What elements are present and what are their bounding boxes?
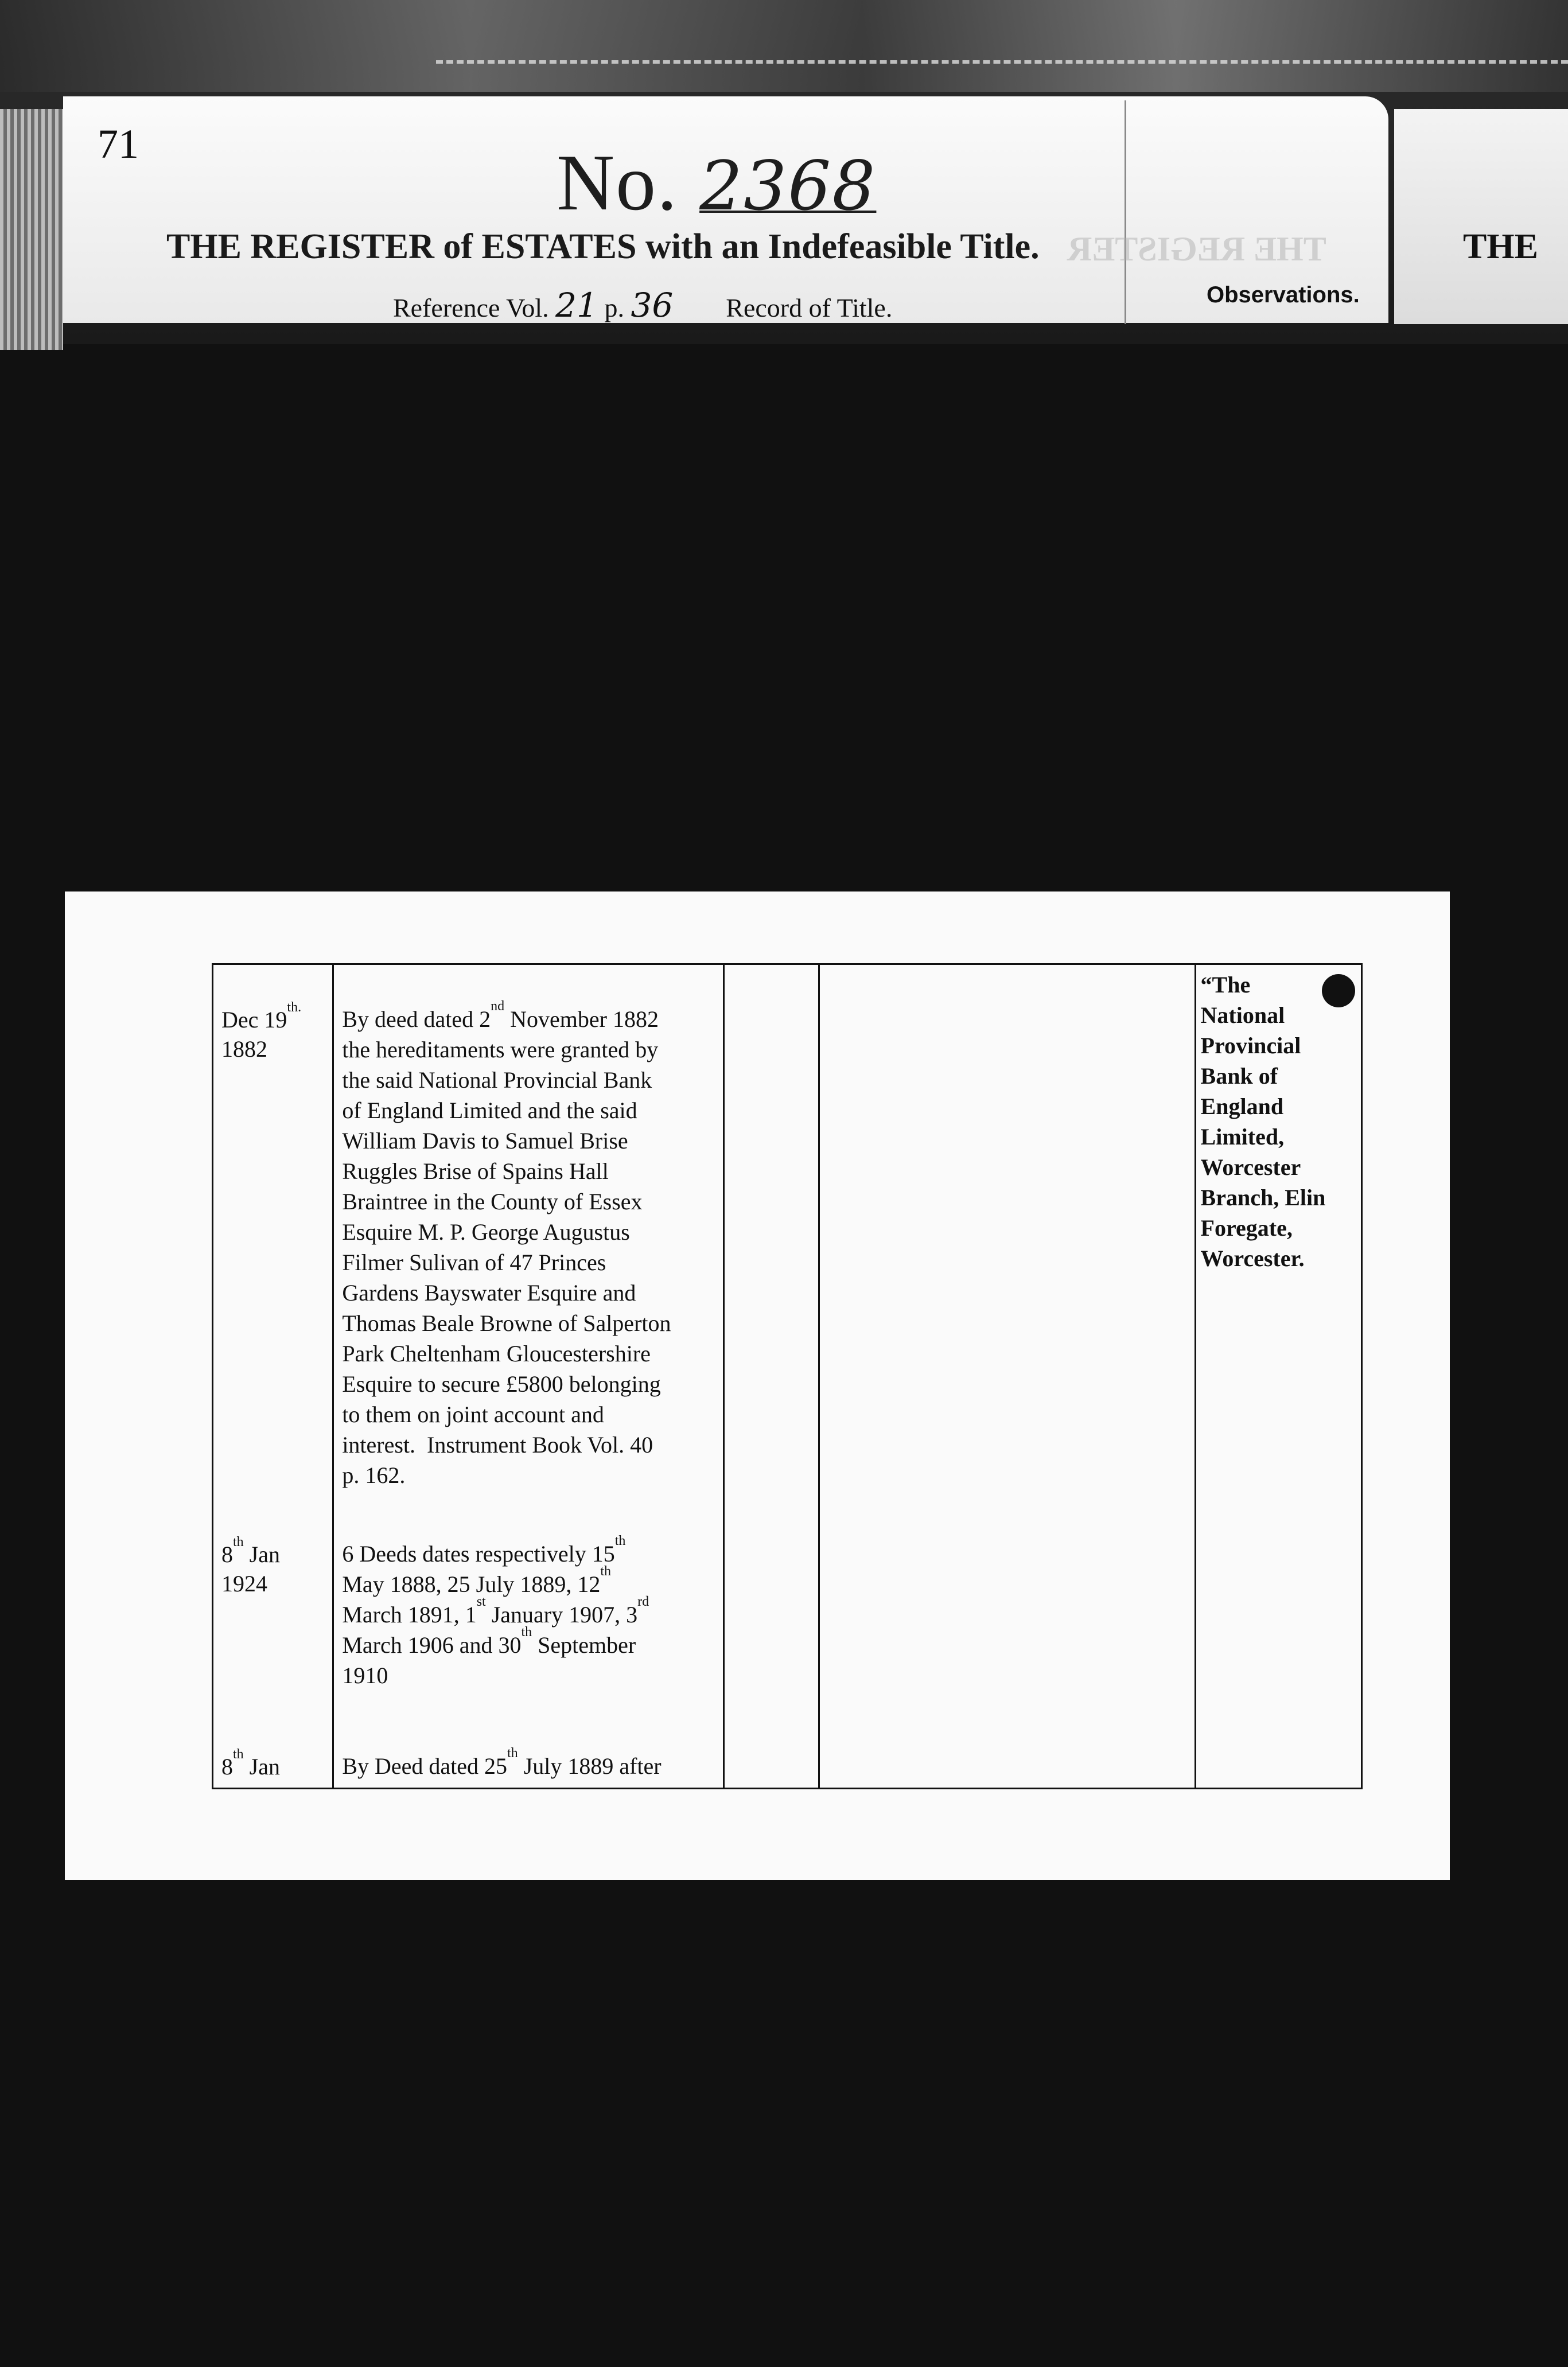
register-number-handwritten: 2368: [699, 146, 877, 225]
record-label: Record of Title.: [726, 293, 893, 322]
register-number: [557, 137, 876, 229]
blank-column: [819, 964, 1195, 1789]
register-title: THE REGISTER of ESTATES with an Indefeasible Title.: [166, 227, 1040, 266]
observations-label: Observations.: [1207, 282, 1360, 307]
entry-date: 8th Jan: [221, 1747, 280, 1780]
book-edge-texture: [0, 0, 1568, 92]
reference-prefix: Reference Vol.: [393, 293, 549, 322]
transcription-sheet: [65, 891, 1450, 1880]
reference-page: 36: [631, 286, 674, 325]
reference-line: [393, 286, 892, 325]
date-column: [213, 964, 333, 1789]
facing-page-title: THE: [1463, 227, 1538, 266]
entry-text: By Deed dated 25th July 1889 after: [342, 1746, 662, 1779]
entry-date: Dec $19^{th.}$ 1882: [221, 1000, 302, 1062]
ledger-strip: [0, 0, 1568, 344]
observations-column: [1195, 964, 1361, 1789]
dashed-rule: [436, 60, 1568, 64]
observations-text: “The National Provincial Bank of England Limited, Worcester Branch, Elin Foregate, Worcester.: [1200, 972, 1326, 1271]
register-prefix: No.: [557, 138, 679, 227]
entry-text: By deed dated 2nd November 1882 the hereditaments were granted by the said National Provincial Bank of England Limited and the said William Davis to Samuel Brise Ruggles Brise of Spains Hall Braintree in the County of Essex Esquire M. P. George Augustus Filmer Sulivan of 47 Princes Gardens Bayswater Esquire and Thomas Beale Browne of Salperton Park Cheltenham Gloucestershire Esquire to secure £5800 belonging to them on joint account and interest. Instrument Book Vol. 40 p. 162.: [342, 999, 671, 1488]
register-table: [212, 963, 1363, 1789]
ledger-facing-page: [1394, 109, 1568, 324]
reference-page-prefix: p.: [604, 293, 624, 322]
page-number: 71: [98, 121, 139, 167]
reference-vol: 21: [555, 286, 598, 325]
bleed-through-text: THE REGISTER: [1067, 230, 1326, 268]
blank-column: [724, 964, 819, 1789]
entry-text: 6 Deeds dates respectively 15th May 1888, 25 July 1889, 12th March 1891, 1st January 1907, 3rd March 1906 and 30th September 1910: [342, 1533, 649, 1688]
column-divider: [1125, 100, 1126, 324]
record-column: [333, 964, 724, 1789]
page-stack-edge: [0, 109, 63, 350]
entry-date: 8th Jan 1924: [221, 1535, 280, 1597]
table-row: [213, 964, 1362, 1789]
